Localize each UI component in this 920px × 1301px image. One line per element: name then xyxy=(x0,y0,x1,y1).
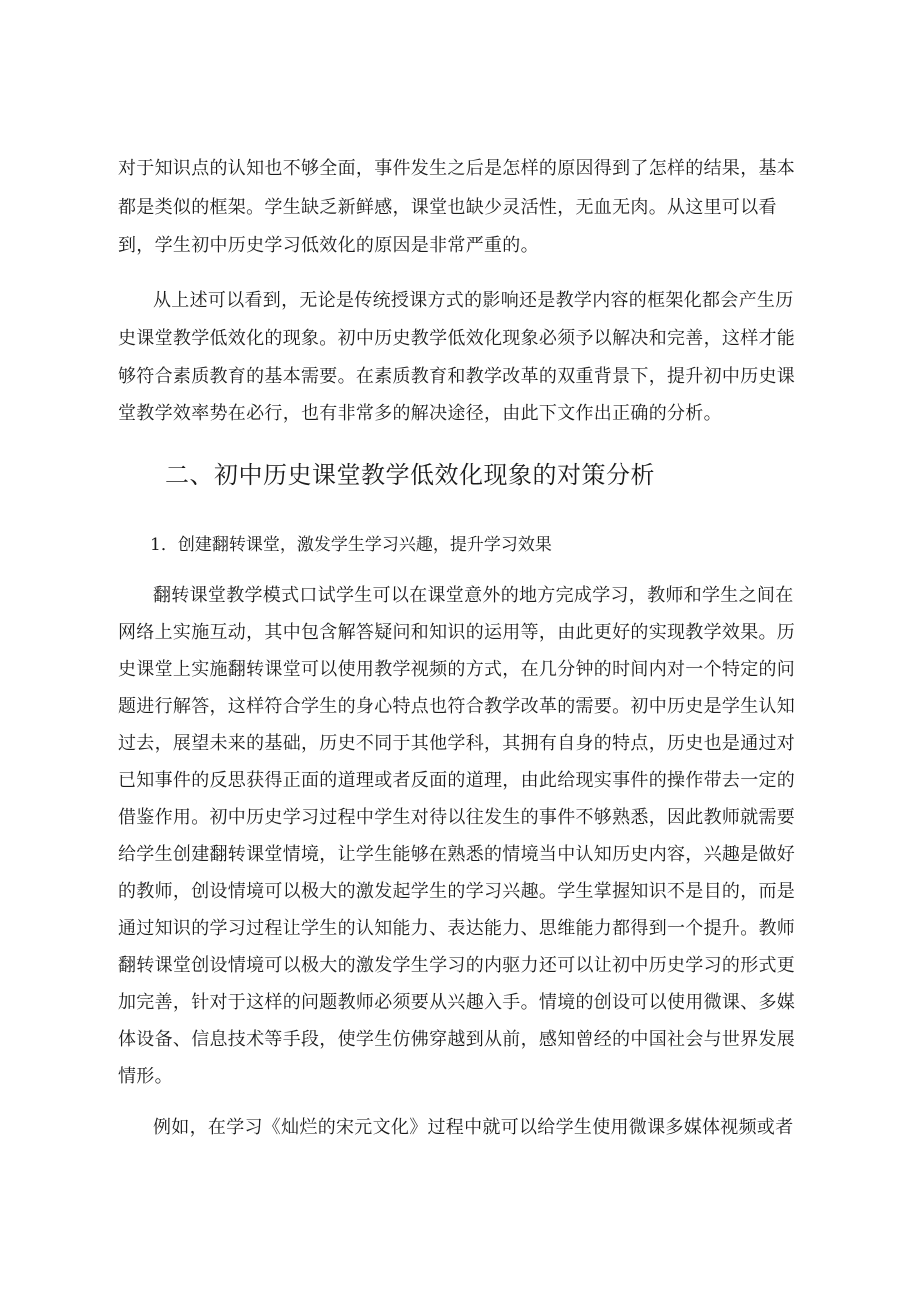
paragraph-line: 例如，在学习《灿烂的宋元文化》过程中就可以给学生使用微课多媒体视频或者 xyxy=(153,1117,794,1138)
subsection-heading: 1．创建翻转课堂，激发学生学习兴趣，提升学习效果 xyxy=(150,535,552,555)
paragraph-line: 翻转课堂创设情境可以极大的激发学生学习的内驱力还可以让初中历史学习的形式更 xyxy=(118,955,796,976)
paragraph-line: 从上述可以看到，无论是传统授课方式的影响还是教学内容的框架化都会产生历 xyxy=(153,290,794,311)
section-heading: 二、初中历史课堂教学低效化现象的对策分析 xyxy=(165,461,655,489)
paragraph-line: 堂教学效率势在必行，也有非常多的解决途径，由此下文作出正确的分析。 xyxy=(118,403,722,424)
paragraph-line: 都是类似的框架。学生缺乏新鲜感，课堂也缺少灵活性，无血无肉。从这里可以看 xyxy=(118,197,777,218)
paragraph-line: 网络上实施互动，其中包含解答疑问和知识的运用等，由此更好的实现教学效果。历 xyxy=(118,622,796,643)
paragraph-line: 给学生创建翻转课堂情境，让学生能够在熟悉的情境当中认知历史内容，兴趣是做好 xyxy=(118,844,796,865)
paragraph-line: 对于知识点的认知也不够全面，事件发生之后是怎样的原因得到了怎样的结果，基本 xyxy=(118,158,796,179)
paragraph-line: 题进行解答，这样符合学生的身心特点也符合教学改革的需要。初中历史是学生认知 xyxy=(118,696,796,717)
paragraph-line: 加完善，针对于这样的问题教师必须要从兴趣入手。情境的创设可以使用微课、多媒 xyxy=(118,992,796,1013)
paragraph-line: 到，学生初中历史学习低效化的原因是非常严重的。 xyxy=(118,235,539,256)
paragraph-line: 已知事件的反思获得正面的道理或者反面的道理，由此给现实事件的操作带去一定的 xyxy=(118,770,796,791)
paragraph-line: 过去，展望未来的基础，历史不同于其他学科，其拥有自身的特点，历史也是通过对 xyxy=(118,733,796,754)
paragraph-line: 翻转课堂教学模式口试学生可以在课堂意外的地方完成学习，教师和学生之间在 xyxy=(153,585,794,606)
paragraph-line: 史课堂教学低效化的现象。初中历史教学低效化现象必须予以解决和完善，这样才能 xyxy=(118,328,796,349)
paragraph-line: 的教师，创设情境可以极大的激发起学生的学习兴趣。学生掌握知识不是目的，而是 xyxy=(118,881,796,902)
paragraph-line: 体设备、信息技术等手段，使学生仿佛穿越到从前，感知曾经的中国社会与世界发展 xyxy=(118,1029,796,1050)
paragraph-line: 借鉴作用。初中历史学习过程中学生对待以往发生的事件不够熟悉，因此教师就需要 xyxy=(118,807,796,828)
paragraph-line: 情形。 xyxy=(118,1066,173,1087)
paragraph-line: 史课堂上实施翻转课堂可以使用教学视频的方式，在几分钟的时间内对一个特定的问 xyxy=(118,659,796,680)
paragraph-line: 够符合素质教育的基本需要。在素质教育和教学改革的双重背景下，提升初中历史课 xyxy=(118,366,796,387)
paragraph-line: 通过知识的学习过程让学生的认知能力、表达能力、思维能力都得到一个提升。教师 xyxy=(118,918,796,939)
